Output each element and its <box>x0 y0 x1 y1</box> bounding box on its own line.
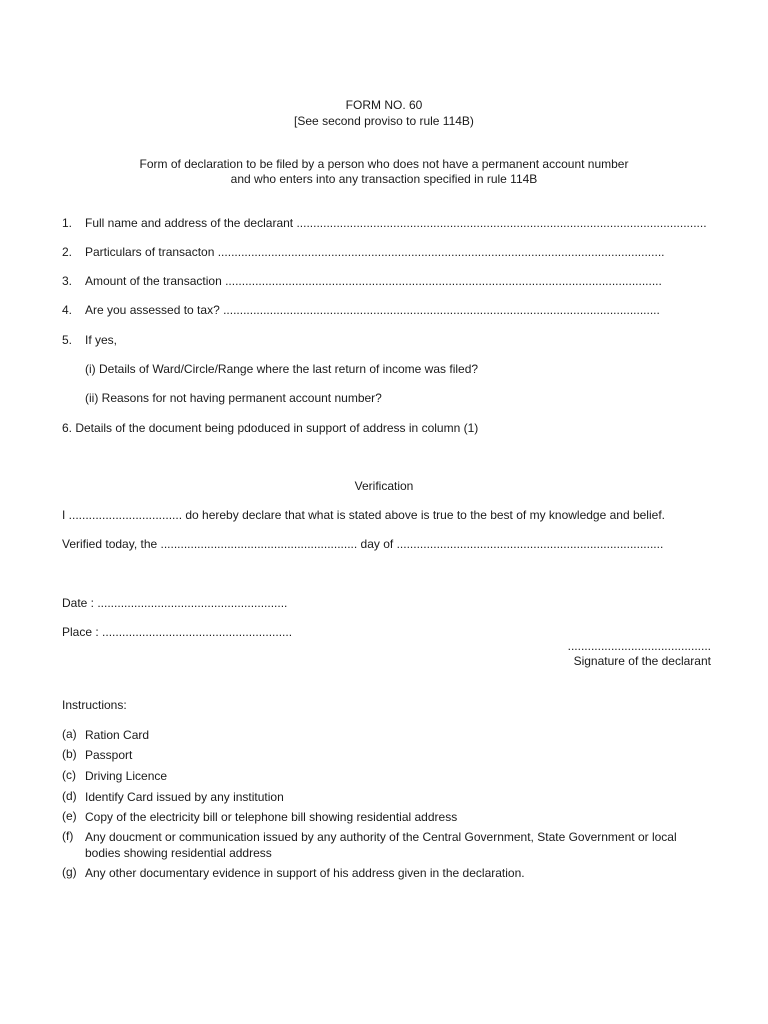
subfield-ward-circle-range: (i) Details of Ward/Circle/Range where the last return of income was filed? <box>85 362 479 376</box>
instruction-label: (f) <box>62 829 74 843</box>
field-number: 5. <box>62 333 73 347</box>
field-particulars-of-transaction: Particulars of transacton ...................................................................................................................................... <box>85 245 665 259</box>
field-number: 2. <box>62 245 73 259</box>
instruction-driving-licence: Driving Licence <box>85 769 168 783</box>
date-field: Date : ......................................................... <box>62 596 288 610</box>
form-number-title: FORM NO. 60 <box>345 98 423 112</box>
field-assessed-to-tax: Are you assessed to tax? ................................................................................................................................... <box>85 303 660 317</box>
signature-line: ........................................... <box>567 639 711 653</box>
instruction-ration-card: Ration Card <box>85 728 150 742</box>
instruction-government-document: Any doucment or communication issued by any authority of the Central Government, State Government or local bodies showing residential address <box>85 830 677 860</box>
verification-heading: Verification <box>354 479 414 493</box>
field-full-name-address: Full name and address of the declarant ........................................................................................................................... <box>85 216 707 230</box>
instruction-identity-card: Identify Card issued by any institution <box>85 790 284 804</box>
instructions-heading: Instructions: <box>62 698 127 712</box>
signature-label: Signature of the declarant <box>573 654 711 668</box>
field-document-support-address: 6. Details of the document being pdoduced in support of address in column (1) <box>62 421 479 435</box>
form-description-line-1: Form of declaration to be filed by a person who does not have a permanent account number <box>139 157 629 171</box>
instruction-label: (d) <box>62 789 77 803</box>
instruction-label: (g) <box>62 865 77 879</box>
instruction-other-evidence: Any other documentary evidence in support of his address given in the declaration. <box>85 866 525 880</box>
instruction-passport: Passport <box>85 748 133 762</box>
form-proviso-subtitle: [See second proviso to rule 114B) <box>294 114 474 128</box>
field-number: 3. <box>62 274 73 288</box>
instruction-label: (a) <box>62 727 77 741</box>
field-amount-of-transaction: Amount of the transaction ................................................................................................................................... <box>85 274 662 288</box>
declaration-statement: I .................................. do hereby declare that what is stated above is true to the best of my knowledge and belief. <box>62 508 665 522</box>
field-if-yes: If yes, <box>85 333 118 347</box>
field-number: 4. <box>62 303 73 317</box>
instruction-utility-bill: Copy of the electricity bill or telephone bill showing residential address <box>85 810 458 824</box>
field-number: 1. <box>62 216 73 230</box>
subfield-reasons-no-pan: (ii) Reasons for not having permanent account number? <box>85 391 382 405</box>
place-field: Place : ......................................................... <box>62 625 293 639</box>
form-description-line-2: and who enters into any transaction specified in rule 114B <box>230 172 538 186</box>
verified-today-line: Verified today, the ........................................................... day of ................................................................................ <box>62 537 664 551</box>
instruction-label: (c) <box>62 768 76 782</box>
instruction-label: (b) <box>62 747 77 761</box>
instruction-label: (e) <box>62 809 77 823</box>
